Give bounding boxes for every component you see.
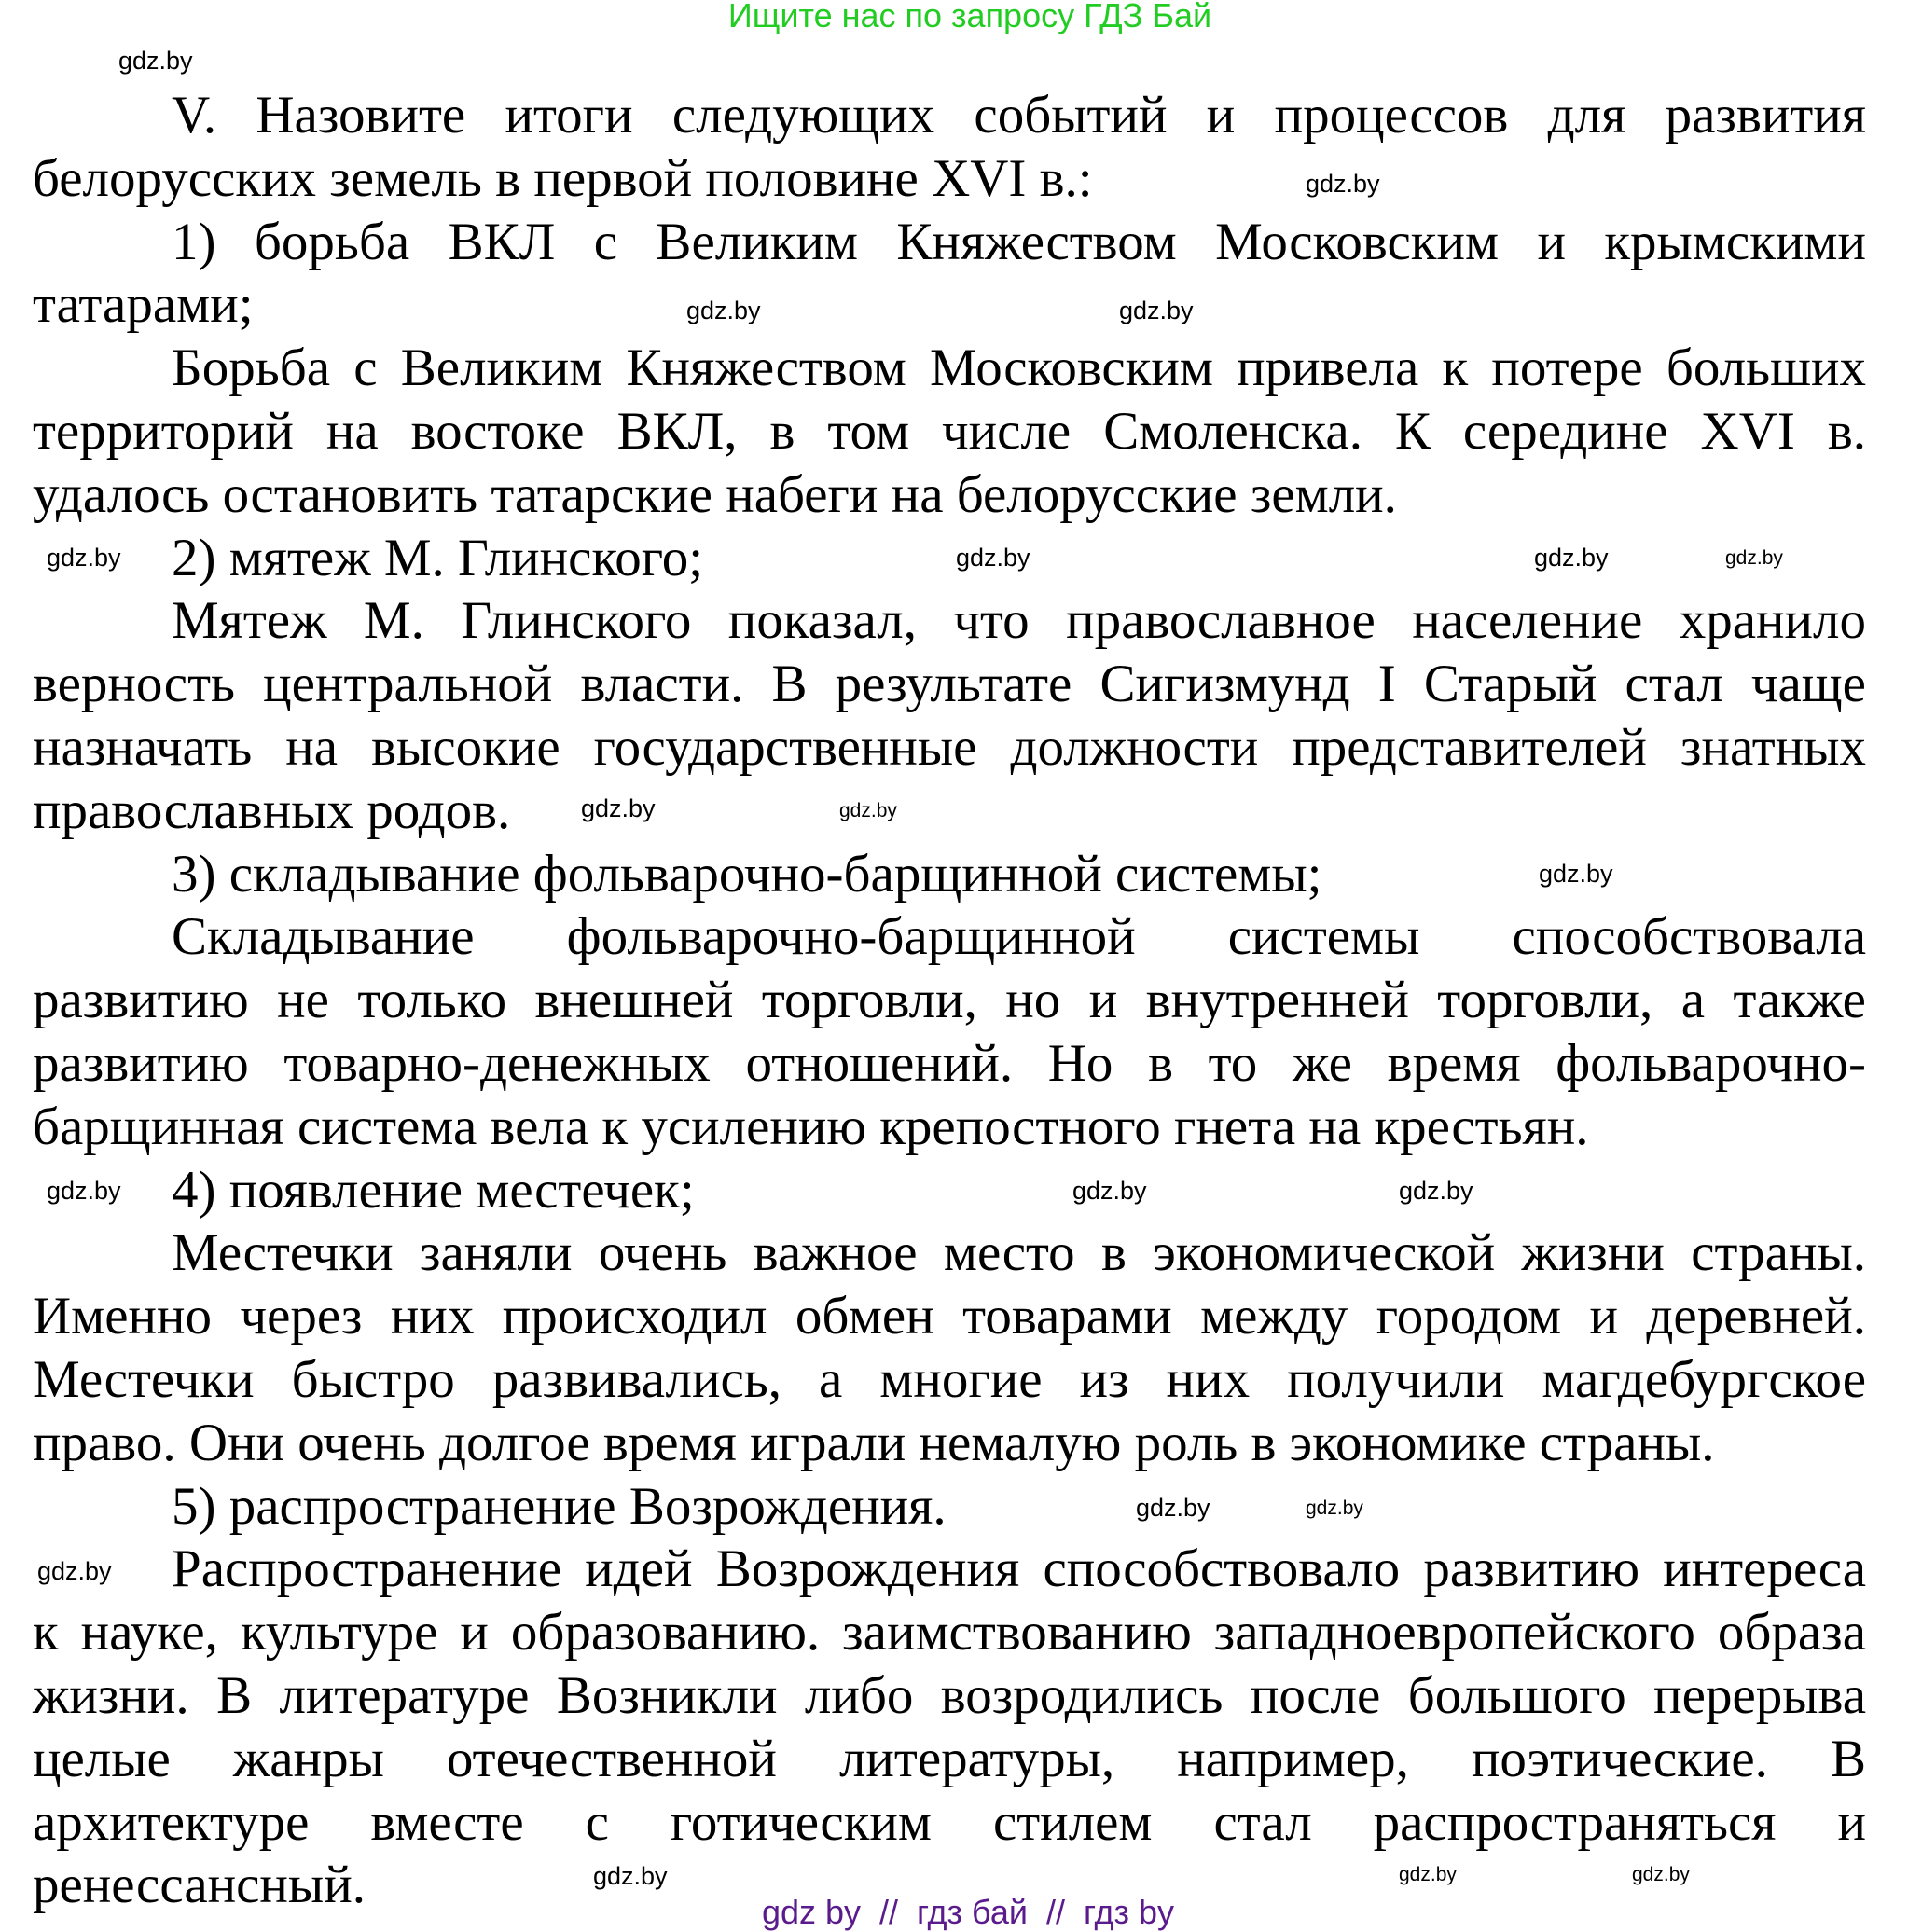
- watermark: gdz.by: [1539, 860, 1613, 888]
- text-line: верность центральной власти. В результате Сигизмунд I Старый стал чаще: [33, 655, 1866, 714]
- document-body: [33, 84, 1866, 1917]
- text-line: развитию товарно-денежных отношений. Но в то же время фольварочно-: [33, 1033, 1866, 1093]
- watermark: gdz.by: [47, 544, 121, 572]
- paragraph: [33, 589, 1866, 842]
- watermark: gdz.by: [956, 544, 1030, 572]
- watermark: gdz.by: [1399, 1864, 1457, 1885]
- text-line: 1) борьба ВКЛ с Великим Княжеством Московским и крымскими: [172, 212, 1866, 271]
- text-line: 4) появление местечек;: [172, 1160, 695, 1220]
- paragraph: [33, 1475, 1866, 1539]
- paragraph: [33, 1538, 1866, 1917]
- text-line: назначать на высокие государственные должности представителей знатных: [33, 717, 1866, 777]
- text-line: ренессансный.: [33, 1856, 366, 1915]
- paragraph: [33, 905, 1866, 1158]
- text-line: Местечки заняли очень важное место в экономической жизни страны.: [172, 1223, 1866, 1283]
- text-line: целые жанры отечественной литературы, например, поэтические. В: [33, 1729, 1866, 1788]
- paragraph: [33, 1221, 1866, 1474]
- watermark: gdz.by: [1632, 1864, 1690, 1885]
- text-line: архитектуре вместе с готическим стилем стал распространяться и: [33, 1792, 1866, 1852]
- text-line: территорий на востоке ВКЛ, в том числе Смоленска. К середине XVI в.: [33, 401, 1866, 461]
- search-hint-header: Ищите нас по запросу ГДЗ Бай: [727, 0, 1212, 34]
- text-line: Распространение идей Возрождения способствовало развитию интереса: [172, 1539, 1866, 1599]
- text-line: Местечки быстро развивались, а многие из них получили магдебургское: [33, 1349, 1866, 1409]
- text-line: жизни. В литературе Возникли либо возродились после большого перерыва: [33, 1665, 1866, 1725]
- text-line: развитию не только внешней торговли, но и внутренней торговли, а также: [33, 971, 1866, 1030]
- watermark: gdz.by: [1136, 1494, 1210, 1522]
- text-line: татарами;: [33, 275, 254, 335]
- watermark: gdz.by: [37, 1557, 112, 1585]
- watermark: gdz.by: [1399, 1177, 1473, 1205]
- watermark: gdz.by: [1306, 170, 1380, 198]
- text-line: Складывание фольварочно-барщинной системы способствовала: [172, 907, 1866, 967]
- text-line: к науке, культуре и образованию. заимствованию западноевропейского образа: [33, 1603, 1866, 1663]
- watermark: gdz.by: [1534, 544, 1609, 572]
- watermark: gdz.by: [1072, 1177, 1147, 1205]
- text-line: 5) распространение Возрождения.: [172, 1476, 947, 1536]
- text-line: удалось остановить татарские набеги на белорусские земли.: [33, 464, 1397, 524]
- paragraph: [33, 84, 1866, 211]
- text-line: Именно через них происходил обмен товарами между городом и деревней.: [33, 1287, 1866, 1346]
- text-line: 3) складывание фольварочно-барщинной системы;: [172, 844, 1322, 904]
- text-line: белорусских земель в первой половине XVI в.:: [33, 148, 1093, 208]
- watermark: gdz.by: [47, 1177, 121, 1205]
- text-line: V. Назовите итоги следующих событий и процессов для развития: [172, 86, 1866, 145]
- text-line: Мятеж М. Глинского показал, что православное население хранило: [172, 591, 1866, 651]
- paragraph: [33, 211, 1866, 338]
- paragraph: [33, 1159, 1866, 1222]
- watermark: gdz.by: [839, 800, 897, 821]
- text-line: барщинная система вела к усилению крепостного гнета на крестьян.: [33, 1097, 1589, 1156]
- text-line: православных родов.: [33, 780, 511, 840]
- watermark: gdz.by: [581, 794, 656, 822]
- watermark: gdz.by: [1306, 1497, 1363, 1519]
- text-line: право. Они очень долгое время играли немалую роль в экономике страны.: [33, 1413, 1715, 1472]
- watermark: gdz.by: [1725, 547, 1783, 569]
- watermark: gdz.by: [118, 47, 193, 75]
- text-line: 2) мятеж М. Глинского;: [172, 528, 704, 587]
- text-line: Борьба с Великим Княжеством Московским привела к потере больших: [172, 338, 1866, 398]
- paragraph: [33, 337, 1866, 526]
- footer-banner: gdz by // гдз бай // гдз by: [761, 1893, 1175, 1931]
- watermark: gdz.by: [593, 1862, 668, 1890]
- watermark: gdz.by: [686, 297, 761, 324]
- watermark: gdz.by: [1119, 297, 1194, 324]
